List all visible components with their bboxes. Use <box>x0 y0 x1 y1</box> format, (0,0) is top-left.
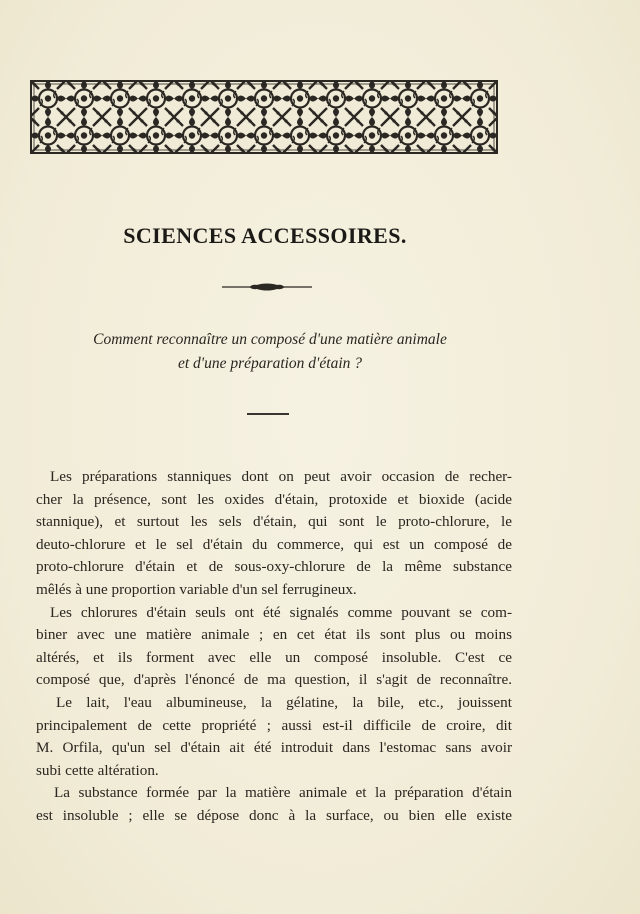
body-line: composé que, d'après l'énoncé de ma question, il s'agit de reconnaître. <box>36 671 512 689</box>
body-line: subi cette altération. <box>36 761 159 779</box>
body-line: cher la présence, sont les oxides d'étain, protoxide et bioxide (acide <box>36 490 512 508</box>
body-line: biner avec une matière animale ; en cet état ils sont plus ou moins <box>36 626 512 644</box>
body-line: mêlés à une proportion variable d'un sel ferrugineux. <box>36 581 357 598</box>
body-line: Les chlorures d'étain seuls ont été signalés comme pouvant se com- <box>50 603 512 621</box>
ornamental-divider <box>222 282 312 292</box>
question-line-2: et d'une préparation d'étain ? <box>178 355 362 372</box>
body-line: proto-chlorure d'étain et de sous-oxy-chlorure de la même substance <box>36 558 512 576</box>
body-line: principalement de cette propriété ; aussi est-il difficile de croire, dit <box>36 716 512 734</box>
body-line: Les préparations stanniques dont on peut avoir occasion de recher- <box>50 468 512 485</box>
body-line: stannique), et surtout les sels d'étain, qui sont le proto-chlorure, le <box>36 513 512 531</box>
body-line: est insoluble ; elle se dépose donc à la surface, ou bien elle existe <box>36 807 512 824</box>
body-line: Le lait, l'eau albumineuse, la gélatine, la bile, etc., jouissent <box>56 694 512 711</box>
decorative-headpiece <box>30 80 498 154</box>
body-line: deuto-chlorure et le sel d'étain du commerce, qui est un composé de <box>36 535 512 553</box>
body-line: M. Orfila, qu'un sel d'étain ait été introduit dans l'estomac sans avoir <box>36 739 512 757</box>
short-rule <box>247 413 289 415</box>
body-line: La substance formée par la matière animale et la préparation d'étain <box>54 784 512 802</box>
body-line: altérés, et ils forment avec elle un composé insoluble. C'est ce <box>36 648 512 666</box>
section-title: SCIENCES ACCESSOIRES. <box>123 223 407 248</box>
question-line-1: Comment reconnaître un composé d'une matière animale <box>93 331 447 348</box>
